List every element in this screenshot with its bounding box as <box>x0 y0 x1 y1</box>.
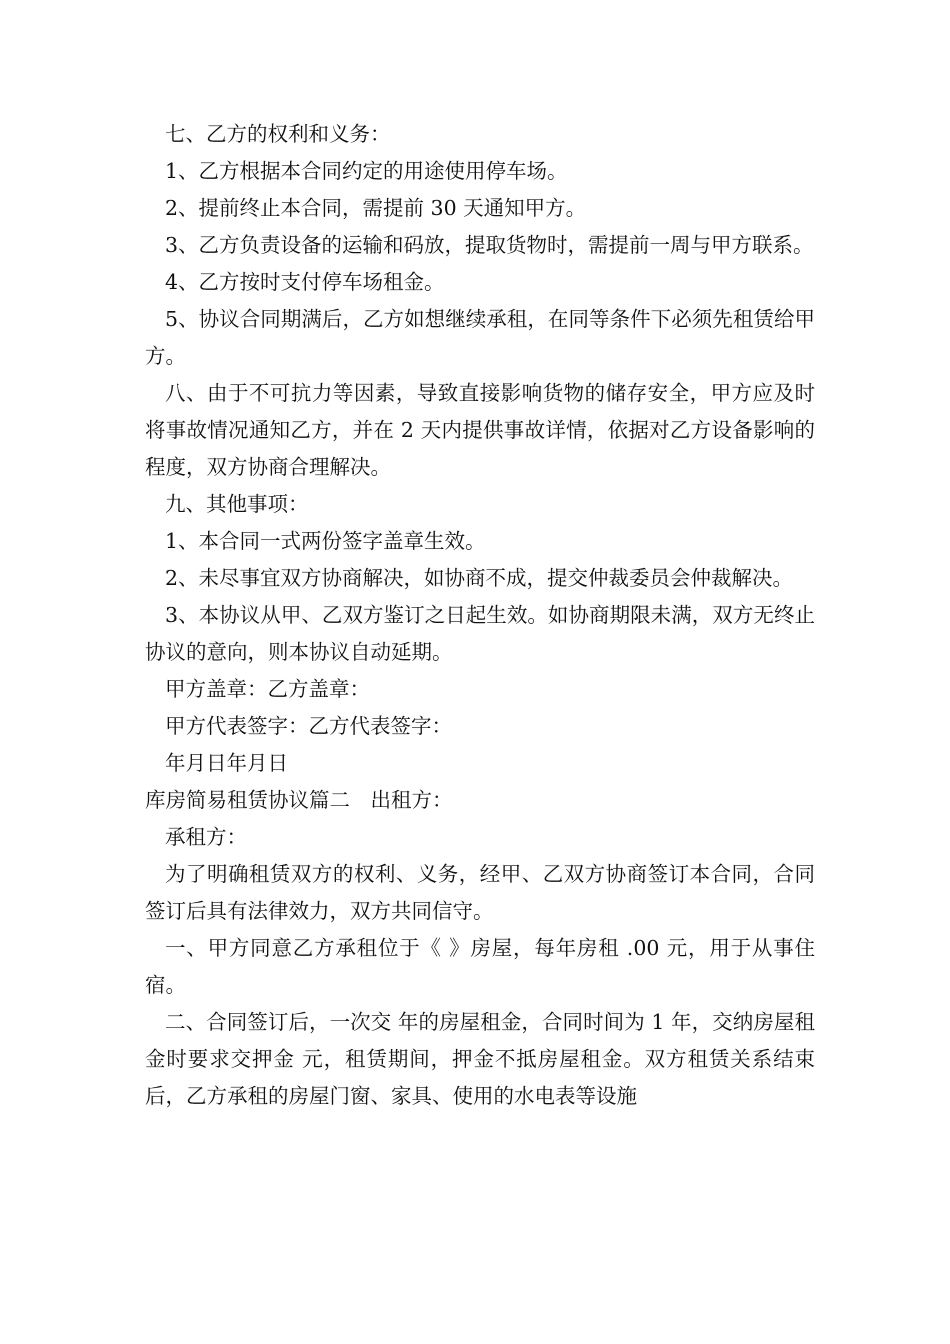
clause-7-item-5: 5、协议合同期满后，乙方如想继续承租，在同等条件下必须先租赁给甲方。 <box>145 307 815 368</box>
signature-line: 甲方代表签字：乙方代表签字： <box>165 714 452 738</box>
preamble: 为了明确租赁双方的权利、义务，经甲、乙双方协商签订本合同，合同签订后具有法律效力，双方共同信守。 <box>145 862 815 923</box>
clause-7-heading: 七、乙方的权利和义务： <box>165 122 391 146</box>
document-body <box>145 116 815 1115</box>
clause-9-item-1: 1、本合同一式两份签字盖章生效。 <box>165 529 486 553</box>
clause-8: 八、由于不可抗力等因素，导致直接影响货物的储存安全，甲方应及时将事故情况通知乙方，并在 2 天内提供事故详情，依据对乙方设备影响的程度，双方协商合理解决。 <box>145 381 815 479</box>
clause-7-item-4: 4、乙方按时支付停车场租金。 <box>165 270 445 294</box>
article-2: 二、合同签订后，一次交 年的房屋租金，合同时间为 1 年，交纳房屋租金时要求交押金 元，租赁期间，押金不抵房屋租金。双方租赁关系结束后，乙方承租的房屋门窗、家具、使用的水电表等设施 <box>145 1010 815 1108</box>
clause-9-item-3: 3、本协议从甲、乙双方鉴订之日起生效。如协商期限未满，双方无终止协议的意向，则本协议自动延期。 <box>145 603 815 664</box>
clause-7-item-2: 2、提前终止本合同，需提前 30 天通知甲方。 <box>165 196 587 220</box>
seal-line: 甲方盖章：乙方盖章： <box>165 677 370 701</box>
date-line: 年月日年月日 <box>165 751 288 775</box>
section-2-title: 库房简易租赁协议篇二 出租方： <box>145 788 453 812</box>
clause-9-heading: 九、其他事项： <box>165 492 309 516</box>
clause-9-item-2: 2、未尽事宜双方协商解决，如协商不成，提交仲裁委员会仲裁解决。 <box>165 566 794 590</box>
article-1: 一、甲方同意乙方承租位于《 》房屋，每年房租 .00 元，用于从事住宿。 <box>145 936 815 997</box>
lessee-line: 承租方： <box>165 825 247 849</box>
clause-7-item-1: 1、乙方根据本合同约定的用途使用停车场。 <box>165 159 568 183</box>
clause-7-item-3: 3、乙方负责设备的运输和码放，提取货物时，需提前一周与甲方联系。 <box>165 233 814 257</box>
